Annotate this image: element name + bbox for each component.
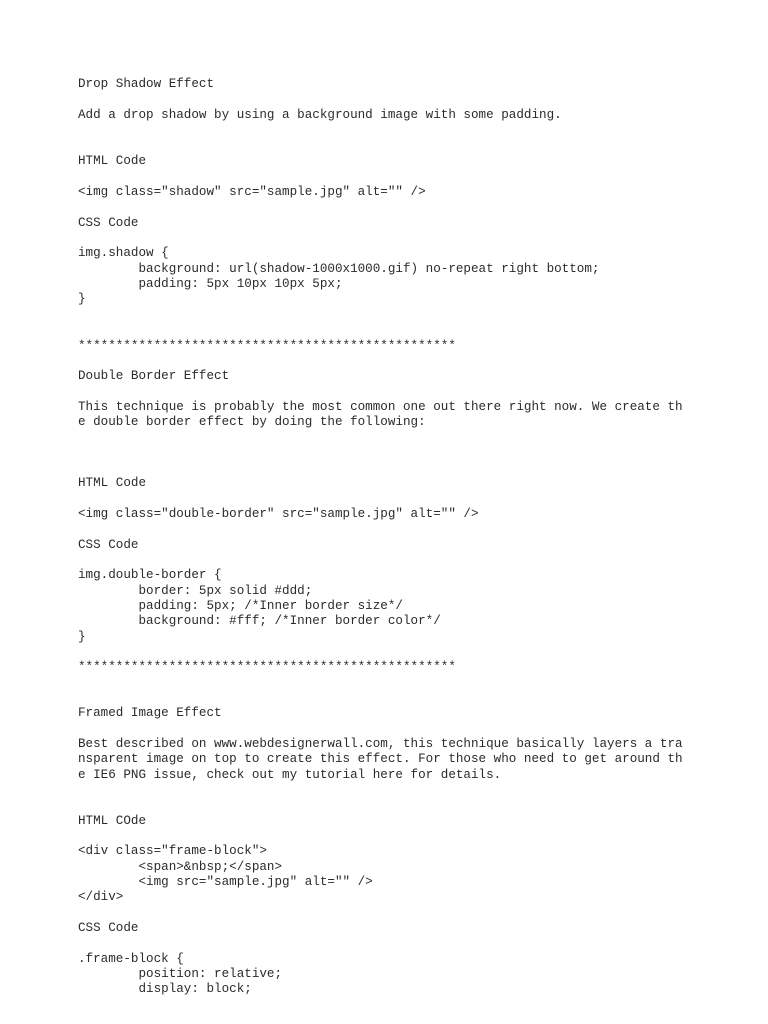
separator-line: ************************************************** (78, 339, 456, 353)
paragraph-line: Best described on www.webdesignerwall.com, this technique basically layers a tra (78, 737, 683, 751)
code-line: </div> (78, 890, 124, 904)
paragraph-line: e double border effect by doing the following: (78, 415, 426, 429)
code-line: position: relative; (78, 967, 283, 981)
code-line: background: url(shadow-1000x1000.gif) no-repeat right bottom; (78, 262, 600, 276)
code-line: display: block; (78, 982, 252, 996)
separator-line: ************************************************** (78, 660, 456, 674)
subheading-html-code: HTML Code (78, 154, 147, 168)
paragraph-line: e IE6 PNG issue, check out my tutorial here for details. (78, 768, 502, 782)
code-line: border: 5px solid #ddd; (78, 584, 313, 598)
paragraph-line: Add a drop shadow by using a background image with some padding. (78, 108, 562, 122)
section-heading-framed-image: Framed Image Effect (78, 706, 222, 720)
code-line: padding: 5px 10px 10px 5px; (78, 277, 343, 291)
code-line: img.double-border { (78, 568, 222, 582)
subheading-css-code: CSS Code (78, 538, 139, 552)
code-line: img.shadow { (78, 246, 169, 260)
code-line: <img src="sample.jpg" alt="" /> (78, 875, 373, 889)
code-line: <span>&nbsp;</span> (78, 860, 283, 874)
code-line: } (78, 292, 86, 306)
code-line: <img class="double-border" src="sample.jpg" alt="" /> (78, 507, 479, 521)
section-heading-double-border: Double Border Effect (78, 369, 230, 383)
paragraph-line: This technique is probably the most common one out there right now. We create th (78, 400, 683, 414)
code-line: } (78, 630, 86, 644)
subheading-html-code: HTML Code (78, 476, 147, 490)
code-line: <img class="shadow" src="sample.jpg" alt="" /> (78, 185, 426, 199)
code-line: .frame-block { (78, 952, 184, 966)
code-line: background: #fff; /*Inner border color*/ (78, 614, 441, 628)
subheading-css-code: CSS Code (78, 921, 139, 935)
subheading-css-code: CSS Code (78, 216, 139, 230)
code-line: padding: 5px; /*Inner border size*/ (78, 599, 403, 613)
subheading-html-code: HTML COde (78, 814, 147, 828)
code-line: <div class="frame-block"> (78, 844, 267, 858)
paragraph-line: nsparent image on top to create this effect. For those who need to get around th (78, 752, 683, 766)
section-heading-drop-shadow: Drop Shadow Effect (78, 77, 215, 91)
